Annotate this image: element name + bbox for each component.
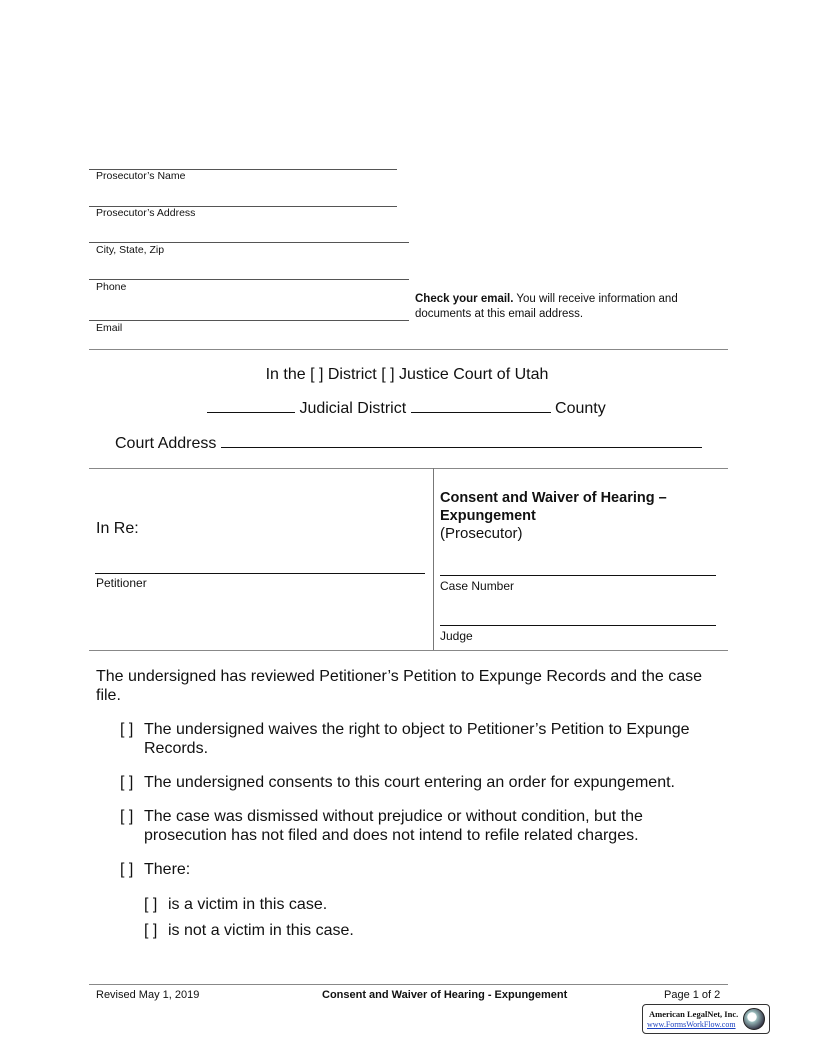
prosecutor-address-label: Prosecutor’s Address: [96, 207, 196, 219]
footer-divider: [89, 984, 728, 985]
checkbox-item: [120, 807, 680, 845]
item-text: The case was dismissed without prejudice or without condition, but the prosecution has not filed and does not intend to refile related charges.: [144, 808, 643, 844]
city-state-zip-label: City, State, Zip: [96, 244, 165, 256]
checkbox-item: [120, 773, 720, 792]
section-divider-top: [89, 349, 728, 350]
caption-divider: [433, 468, 434, 650]
checkbox-there[interactable]: [ ]: [120, 861, 134, 878]
court-address-label: Court Address: [115, 435, 217, 452]
court-address-line: [115, 435, 702, 453]
item-text: The undersigned consents to this court entering an order for expungement.: [144, 774, 675, 791]
caption-top-border: [89, 468, 728, 469]
footer-title: Consent and Waiver of Hearing - Expungement: [322, 989, 568, 1001]
petitioner-label: Petitioner: [96, 576, 147, 590]
email-label: Email: [96, 322, 123, 334]
logo-url[interactable]: www.FormsWorkFlow.com: [647, 1020, 736, 1029]
logo-company: American LegalNet, Inc.: [649, 1009, 739, 1019]
judge-label: Judge: [440, 629, 473, 643]
checkbox-item: [120, 860, 720, 879]
american-legalnet-logo[interactable]: [642, 1004, 770, 1034]
judicial-district-line: [207, 400, 606, 418]
globe-icon: [743, 1008, 765, 1030]
intro-paragraph: The undersigned has reviewed Petitioner’s Petition to Expunge Records and the case file.: [96, 668, 703, 704]
county-blank[interactable]: [411, 412, 551, 413]
item-text: is a victim in this case.: [168, 896, 328, 913]
court-address-blank[interactable]: [221, 447, 702, 448]
sub-checkbox-item: [144, 895, 704, 914]
prosecutor-name-label: Prosecutor’s Name: [96, 170, 186, 182]
case-number-label: Case Number: [440, 579, 515, 593]
item-text: There:: [144, 861, 191, 878]
county-label: County: [555, 400, 606, 417]
footer-revised: Revised May 1, 2019: [96, 989, 200, 1001]
city-state-zip-line[interactable]: [89, 242, 409, 243]
judicial-district-label: Judicial District: [299, 400, 407, 417]
email-line[interactable]: [89, 320, 409, 321]
item-text: The undersigned waives the right to object to Petitioner’s Petition to Expunge Records.: [144, 721, 690, 757]
petitioner-line[interactable]: [95, 573, 425, 574]
sub-checkbox-item: [144, 921, 704, 940]
in-re-label: In Re:: [96, 520, 139, 537]
judicial-district-blank[interactable]: [207, 412, 295, 413]
court-type-line: In the [ ] District [ ] Justice Court of Utah: [265, 366, 549, 383]
case-number-line[interactable]: [440, 575, 716, 576]
checkbox-is-victim[interactable]: [ ]: [144, 896, 158, 913]
email-note-bold: Check your email.: [415, 293, 514, 305]
footer-page: Page 1 of 2: [664, 989, 721, 1001]
checkbox-dismissed[interactable]: [ ]: [120, 808, 134, 825]
email-note-rest: You will receive information and documents at this email address.: [415, 293, 678, 320]
checkbox-consent[interactable]: [ ]: [120, 774, 134, 791]
phone-line[interactable]: [89, 279, 409, 280]
caption-bottom-border: [89, 650, 728, 651]
document-subtitle: (Prosecutor): [440, 525, 523, 542]
email-note: [415, 292, 715, 322]
checkbox-is-not-victim[interactable]: [ ]: [144, 922, 158, 939]
phone-label: Phone: [96, 281, 127, 293]
document-title: Consent and Waiver of Hearing – Expungement: [440, 490, 667, 524]
checkbox-item: [120, 720, 720, 758]
judge-line[interactable]: [440, 625, 716, 626]
item-text: is not a victim in this case.: [168, 922, 354, 939]
checkbox-waive[interactable]: [ ]: [120, 721, 134, 738]
